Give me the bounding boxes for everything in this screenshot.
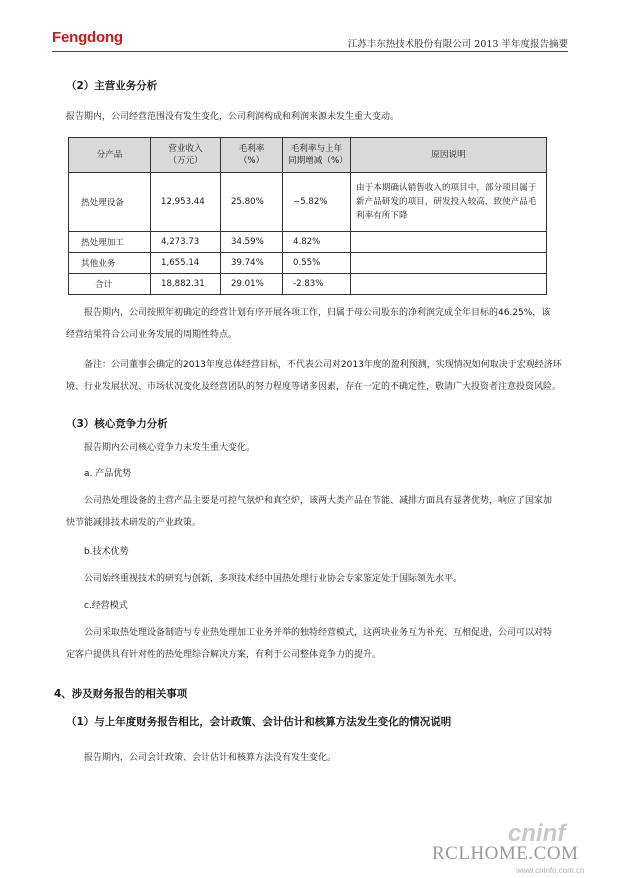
cell-revenue: 4,273.73 bbox=[151, 232, 221, 253]
url-watermark: www.cninfo.com.cn bbox=[516, 866, 585, 875]
subtitle-product-advantage: a. 产品优势 bbox=[84, 469, 132, 479]
subsection-title-accounting-policy: （1）与上年度财务报告相比，会计政策、会计估计和核算方法发生变化的情况说明 bbox=[66, 716, 452, 728]
cell-margin-change: 4.82% bbox=[283, 232, 351, 253]
cell-revenue: 1,655.14 bbox=[151, 253, 221, 274]
cell-reason bbox=[351, 274, 547, 295]
col-header-product: 分产品 bbox=[69, 138, 151, 173]
main-business-intro: 报告期内，公司经营范围没有发生变化，公司利润构成和利润来源未发生重大变动。 bbox=[66, 112, 400, 122]
section-title-main-business: （2）主营业务分析 bbox=[66, 80, 158, 92]
subtitle-business-model: c.经营模式 bbox=[84, 601, 128, 611]
cell-margin-change: -2.83% bbox=[283, 274, 351, 295]
main-business-table bbox=[68, 137, 547, 295]
cell-reason bbox=[351, 253, 547, 274]
table-row bbox=[69, 253, 547, 274]
paragraph-remarks bbox=[66, 354, 570, 398]
section-title-core-competence: （3）核心竞争力分析 bbox=[66, 418, 168, 430]
cell-margin-change: −5.82% bbox=[283, 173, 351, 232]
paragraph-business-model bbox=[66, 622, 570, 666]
paragraph-product-advantage bbox=[66, 490, 570, 534]
header-rule bbox=[52, 51, 568, 52]
cninf-watermark: cninf bbox=[508, 820, 566, 847]
cell-product: 热处理加工 bbox=[69, 232, 151, 253]
text-line: 经营结果符合公司业务发展的周期性特点。 bbox=[66, 330, 238, 340]
table-header-row bbox=[69, 138, 547, 173]
col-header-margin: 毛利率 （%） bbox=[221, 138, 283, 173]
text-line: 境、行业发展状况、市场状况变化及经营团队的努力程度等诸多因素，存在一定的不确定性，敬请广大投资者注意投资风险。 bbox=[66, 382, 562, 392]
text-line: 报告期内，公司按照年初确定的经营计划有序开展各项工作，归属于母公司股东的净利润完成全年目标的46.25%，该 bbox=[84, 308, 551, 318]
text-line: 定客户提供具有针对性的热处理综合解决方案，有利于公司整体竞争力的提升。 bbox=[66, 650, 382, 660]
text-line: 公司热处理设备的主营产品主要是可控气氛炉和真空炉，该两大类产品在节能、减排方面具有显著优势，响应了国家加 bbox=[84, 496, 553, 506]
cell-product: 其他业务 bbox=[69, 253, 151, 274]
cell-margin: 29.01% bbox=[221, 274, 283, 295]
cell-revenue: 12,953.44 bbox=[151, 173, 221, 232]
paragraph-accounting-policy: 报告期内，公司会计政策、会计估计和核算方法没有发生变化。 bbox=[84, 753, 337, 763]
cell-revenue: 18,882.31 bbox=[151, 274, 221, 295]
col-header-reason: 原因说明 bbox=[351, 138, 547, 173]
paragraph-operating-results bbox=[66, 302, 570, 346]
text-line: 快节能减排技术研发的产业政策。 bbox=[66, 518, 202, 528]
document-title: 江苏丰东热技术股份有限公司 2013 半年度报告摘要 bbox=[347, 39, 568, 50]
paragraph-tech-advantage: 公司始终重视技术的研究与创新，多项技术经中国热处理行业协会专家鉴定处于国际领先水平。 bbox=[84, 574, 463, 584]
cell-product: 热处理设备 bbox=[69, 173, 151, 232]
cell-margin-change: 0.55% bbox=[283, 253, 351, 274]
company-logo: Fengdong bbox=[52, 29, 123, 46]
col-header-margin-change: 毛利率与上年 同期增减（%） bbox=[283, 138, 351, 173]
cell-product: 合计 bbox=[69, 274, 151, 295]
col-header-revenue: 营业收入 （万元） bbox=[151, 138, 221, 173]
cell-margin: 25.80% bbox=[221, 173, 283, 232]
table-row-total bbox=[69, 274, 547, 295]
cell-margin: 34.59% bbox=[221, 232, 283, 253]
table-row bbox=[69, 173, 547, 232]
site-watermark: RCLHOME.COM bbox=[432, 843, 579, 864]
text-line: 公司采取热处理设备制造与专业热处理加工业务并举的独特经营模式，这两块业务互为补充、互相促进，公司可以对特 bbox=[84, 628, 553, 638]
subtitle-tech-advantage: b.技术优势 bbox=[84, 547, 129, 557]
cell-reason bbox=[351, 232, 547, 253]
table-row bbox=[69, 232, 547, 253]
core-competence-intro: 报告期内公司核心竞争力未发生重大变化。 bbox=[84, 443, 256, 453]
section-title-financial-report: 4、涉及财务报告的相关事项 bbox=[54, 688, 188, 700]
cell-reason: 由于本期确认销售收入的项目中，部分项目属于新产品研发的项目，研发投入较高，致使产品毛利率有所下降 bbox=[351, 173, 547, 232]
cell-margin: 39.74% bbox=[221, 253, 283, 274]
text-line: 备注：公司董事会确定的2013年度总体经营目标，不代表公司对2013年度的盈利预测，实现情况如何取决于宏观经济环 bbox=[84, 360, 562, 370]
